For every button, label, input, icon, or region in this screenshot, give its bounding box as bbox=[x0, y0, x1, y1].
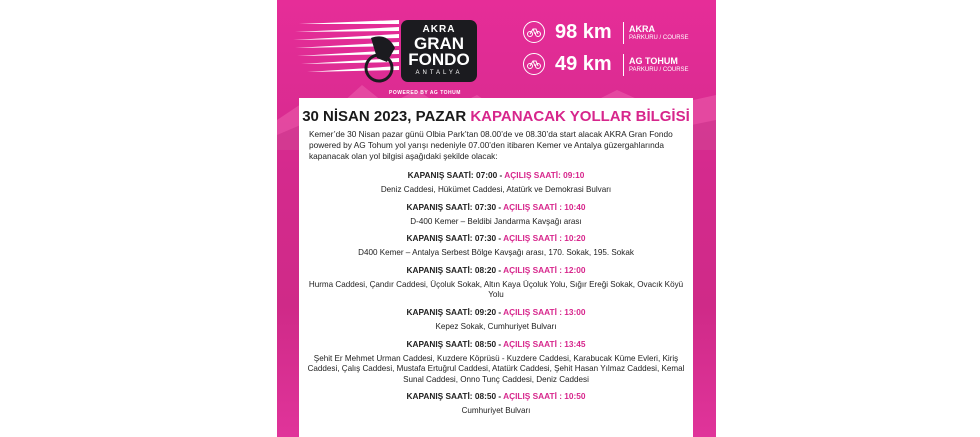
event-poster bbox=[277, 0, 716, 437]
opening-time: AÇILIŞ SAATİ : 12:00 bbox=[503, 264, 586, 275]
closed-roads: Hurma Caddesi, Çandır Caddesi, Üçoluk Sokak, Altın Kaya Üçoluk Yolu, Sığır Ereği Sokak, Ovacık Köyü Yolu bbox=[308, 279, 684, 300]
closure-item bbox=[303, 170, 689, 196]
bicycle-icon bbox=[523, 21, 545, 43]
closure-times bbox=[303, 170, 689, 181]
logo-powered-by: POWERED BY AG TOHUM bbox=[389, 90, 461, 96]
distance-ag-tohum bbox=[523, 52, 713, 78]
logo-antalya: ANTALYA bbox=[415, 70, 463, 76]
course-name: AG TOHUM bbox=[629, 56, 678, 66]
course-name: AKRA bbox=[629, 24, 655, 34]
time-separator: - bbox=[497, 170, 505, 180]
speed-stripes-icon bbox=[291, 18, 403, 88]
closure-item bbox=[303, 307, 689, 333]
opening-time: AÇILIŞ SAATİ : 13:45 bbox=[503, 338, 586, 349]
time-separator: - bbox=[496, 233, 504, 244]
title-date: 30 NİSAN 2023, PAZAR bbox=[302, 108, 467, 125]
time-separator: - bbox=[496, 264, 504, 275]
course-subtitle: PARKURU / COURSE bbox=[629, 35, 689, 41]
logo-gran: GRAN bbox=[413, 34, 465, 53]
closure-times bbox=[303, 233, 689, 244]
closing-time: KAPANIŞ SAATİ: 07:30 bbox=[406, 233, 497, 244]
closure-item bbox=[303, 202, 689, 228]
logo-fondo: FONDO bbox=[408, 50, 470, 69]
closure-times bbox=[303, 202, 689, 213]
closure-item bbox=[303, 391, 689, 417]
closing-time: KAPANIŞ SAATİ: 08:50 bbox=[406, 338, 497, 349]
distance-km: 49 km bbox=[555, 53, 612, 75]
time-separator: - bbox=[496, 306, 504, 317]
closing-time: KAPANIŞ SAATİ: 09:20 bbox=[406, 306, 497, 317]
opening-time: AÇILIŞ SAATİ : 10:20 bbox=[503, 233, 586, 244]
closed-roads: Deniz Caddesi, Hükümet Caddesi, Atatürk ve Demokrasi Bulvarı bbox=[380, 185, 612, 194]
closed-roads: Cumhuriyet Bulvarı bbox=[461, 406, 531, 416]
closure-times bbox=[303, 391, 689, 402]
distance-akra bbox=[523, 20, 713, 46]
road-closure-card bbox=[299, 98, 693, 437]
logo-akra: AKRA bbox=[422, 24, 456, 35]
divider bbox=[623, 22, 624, 44]
closing-time: KAPANIŞ SAATİ: 08:50 bbox=[406, 391, 497, 402]
time-separator: - bbox=[496, 338, 504, 349]
divider bbox=[623, 54, 624, 76]
card-title bbox=[299, 108, 693, 126]
closure-times bbox=[303, 339, 689, 350]
distance-km: 98 km bbox=[555, 21, 612, 43]
logo-badge bbox=[401, 20, 477, 82]
closing-time: KAPANIŞ SAATİ: 08:20 bbox=[406, 264, 497, 275]
closed-roads: D400 Kemer – Antalya Serbest Bölge Kavşağı arası, 170. Sokak, 195. Sokak bbox=[358, 248, 634, 258]
closure-item bbox=[303, 233, 689, 259]
closure-item bbox=[303, 265, 689, 301]
closing-time: KAPANIŞ SAATİ: 07:30 bbox=[406, 201, 497, 212]
time-separator: - bbox=[496, 201, 504, 212]
closed-roads: D-400 Kemer – Beldibi Jandarma Kavşağı arası bbox=[410, 216, 582, 226]
closure-list bbox=[303, 168, 689, 423]
closed-roads: Şehit Er Mehmet Urman Caddesi, Kuzdere Köprüsü - Kuzdere Caddesi, Karabucak Küme Evleri, Kiriş Caddesi, Çalış Caddesi, Mustafa Ertuğrul Caddesi, Atatürk Caddesi, Şehit Hasan Yılmaz Caddesi, Kemal Sunal Caddesi, Onno Tunç Caddesi, Deniz Caddesi bbox=[307, 353, 685, 384]
closure-item bbox=[303, 339, 689, 386]
course-subtitle: PARKURU / COURSE bbox=[629, 67, 689, 73]
time-separator: - bbox=[496, 391, 504, 402]
opening-time: AÇILIŞ SAATİ : 13:00 bbox=[503, 306, 586, 317]
bicycle-icon bbox=[523, 53, 545, 75]
intro-paragraph: Kemer’de 30 Nisan pazar günü Olbia Park’tan 08.00’de ve 08.30’da start alacak AKRA Gran Fondo powered by AG Tohum yol yarışı nedeniyle 07.00’den itibaren Kemer ve Antalya güzergahlarında kapanacak olan yol bilgisi aşağıdaki şekilde olacak: bbox=[309, 129, 673, 162]
closed-roads: Kepez Sokak, Cumhuriyet Bulvarı bbox=[435, 321, 557, 331]
opening-time: AÇILIŞ SAATİ : 10:40 bbox=[503, 201, 586, 212]
opening-time: AÇILIŞ SAATİ : 10:50 bbox=[503, 391, 586, 402]
title-highlight: KAPANACAK YOLLAR BİLGİSİ bbox=[470, 108, 690, 125]
closure-times bbox=[303, 265, 689, 276]
closing-time: KAPANIŞ SAATİ: 07:00 bbox=[407, 170, 498, 180]
closure-times bbox=[303, 307, 689, 318]
opening-time: AÇILIŞ SAATİ: 09:10 bbox=[504, 170, 585, 180]
